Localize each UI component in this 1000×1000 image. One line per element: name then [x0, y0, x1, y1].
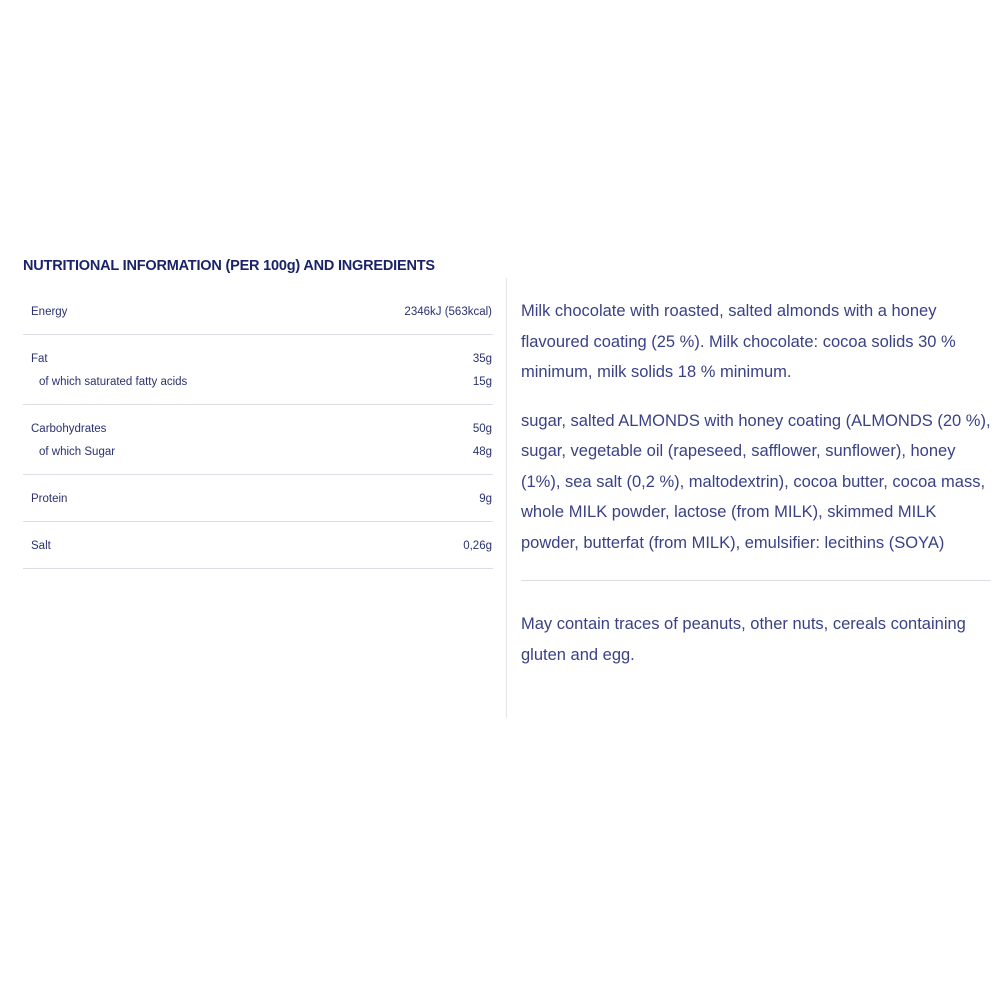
nutrient-label: Energy [31, 306, 68, 318]
product-description: Milk chocolate with roasted, salted almonds with a honey flavoured coating (25 %). Milk chocolate: cocoa solids 30 % minimum, milk solids 18 % minimum. [521, 302, 956, 381]
divider [521, 580, 991, 581]
nutrition-subrow [31, 374, 492, 390]
nutrient-value: 48g [472, 446, 492, 458]
nutrition-group-energy [23, 288, 493, 335]
section-heading: NUTRITIONAL INFORMATION (PER 100g) AND INGREDIENTS [23, 258, 435, 274]
nutrition-row [31, 421, 492, 437]
nutrient-value: 9g [479, 493, 492, 505]
nutrition-group-salt [23, 522, 493, 569]
nutrient-label: of which Sugar [39, 446, 116, 458]
nutrient-value: 50g [472, 423, 492, 435]
nutrition-group-protein [23, 475, 493, 522]
nutrition-row [31, 304, 492, 320]
nutrition-row [31, 351, 492, 367]
nutrient-label: of which saturated fatty acids [39, 376, 188, 388]
nutrition-group-fat [23, 335, 493, 405]
nutrient-value: 2346kJ (563kcal) [404, 306, 492, 318]
nutrient-label: Fat [31, 353, 48, 365]
nutrient-label: Salt [31, 540, 51, 552]
nutrient-label: Carbohydrates [31, 423, 107, 435]
nutrition-row [31, 538, 492, 554]
column-divider [506, 278, 507, 718]
ingredients-panel [521, 296, 991, 670]
nutrient-label: Protein [31, 493, 68, 505]
ingredients-list: sugar, salted ALMONDS with honey coating (ALMONDS (20 %), sugar, vegetable oil (rapeseed, safflower, sunflower), honey (1%), sea salt (0,2 %), maltodextrin), cocoa butter, cocoa mass, whole MILK powder, lactose (from MILK), skimmed MILK powder, butterfat (from MILK), emulsifier: lecithins (SOYA) [521, 411, 991, 552]
nutrient-value: 15g [472, 376, 492, 388]
nutrition-row [31, 491, 492, 507]
allergen-notice: May contain traces of peanuts, other nuts, cereals containing gluten and egg. [521, 615, 966, 664]
nutrition-subrow [31, 444, 492, 460]
nutrition-table [23, 288, 493, 569]
nutrition-group-carbohydrates [23, 405, 493, 475]
nutrient-value: 0,26g [463, 540, 492, 552]
nutrient-value: 35g [472, 353, 492, 365]
